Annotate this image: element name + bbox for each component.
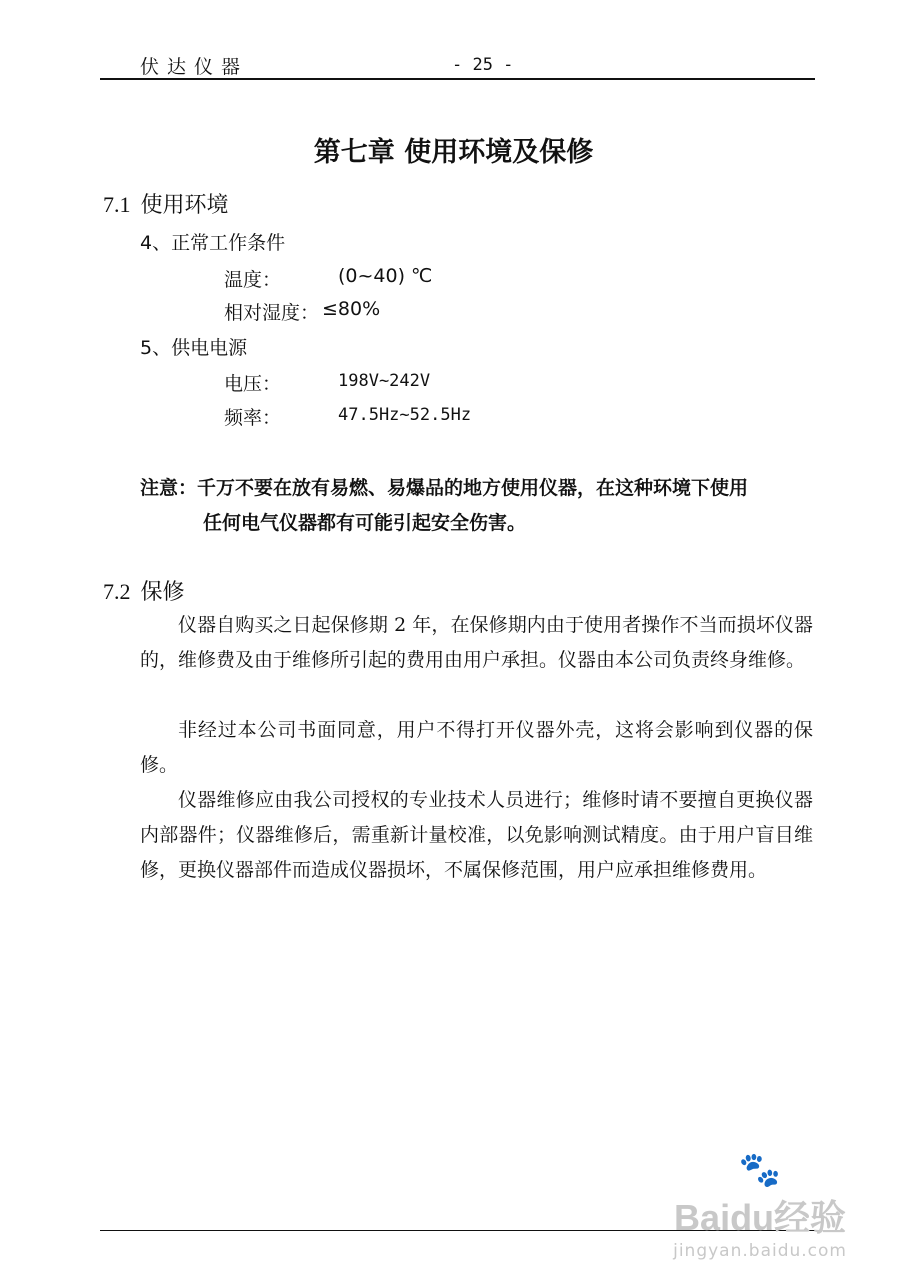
paw-icon: 🐾 (738, 1150, 782, 1190)
section-number: 7.2 (103, 579, 131, 604)
section-heading-7-2 (103, 575, 185, 606)
watermark-brand: Baidu经验 (674, 1197, 847, 1238)
watermark (673, 1150, 847, 1261)
warranty-paragraph: 非经过本公司书面同意，用户不得打开仪器外壳，这将会影响到仪器的保修。 (140, 719, 813, 776)
chapter-title: 第七章 使用环境及保修 (313, 137, 594, 168)
voltage-value: 198V~242V (338, 371, 431, 391)
section-title: 保修 (140, 580, 185, 605)
humidity-label: 相对湿度： (224, 302, 320, 324)
temperature-label: 温度： (224, 269, 282, 291)
section-number: 7.1 (103, 192, 131, 217)
page-number: - 25 - (452, 55, 514, 75)
frequency-label: 频率： (224, 407, 282, 429)
warranty-paragraph: 仪器维修应由我公司授权的专业技术人员进行；维修时请不要擅自更换仪器内部器件；仪器维修后，需重新计量校准，以免影响测试精度。由于用户盲目维修，更换仪器部件而造成仪器损坏，不属保修范围，用户应承担维修费用。 (140, 789, 813, 881)
item-5-title: 5、供电电源 (140, 337, 248, 359)
warning-note-continued: 任何电气仪器都有可能引起安全伤害。 (203, 512, 527, 534)
item-4-title: 4、正常工作条件 (140, 232, 286, 254)
warning-note: 注意：千万不要在放有易燃、易爆品的地方使用仪器，在这种环境下使用 (140, 477, 749, 499)
section-title: 使用环境 (140, 193, 229, 218)
watermark-url: jingyan.baidu.com (673, 1241, 847, 1261)
warranty-paragraph: 仪器自购买之日起保修期 2 年，在保修期内由于使用者操作不当而损坏仪器的，维修费及由于维修所引起的费用由用户承担。仪器由本公司负责终身维修。 (140, 614, 813, 671)
humidity-value: ≤80% (322, 298, 381, 320)
frequency-value: 47.5Hz~52.5Hz (338, 405, 472, 425)
temperature-value: (0~40) ℃ (338, 265, 433, 287)
header-rule (100, 78, 815, 80)
header-company: 伏达仪器 (140, 56, 249, 78)
voltage-label: 电压： (224, 373, 282, 395)
section-heading-7-1 (103, 188, 229, 219)
